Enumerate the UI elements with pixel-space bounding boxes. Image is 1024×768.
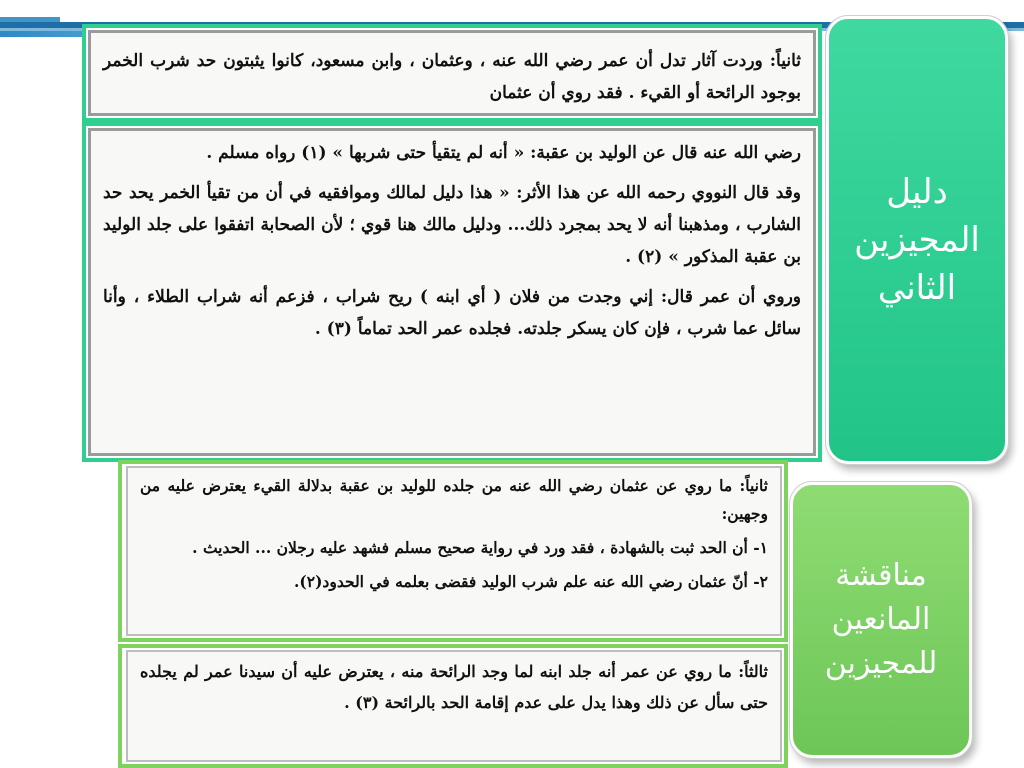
quote-text-1 (88, 30, 816, 116)
quote-text-3 (126, 466, 782, 636)
discussion-line-1: مناقشة (835, 558, 927, 593)
discussion-card (790, 482, 972, 758)
second-evidence-line-2: المجيزين (854, 220, 980, 260)
second-evidence-line-1: دليل (886, 172, 948, 212)
quote-4-text: ثالثاً: ما روي عن عمر أنه جلد ابنه لما وجد الرائحة منه ، يعترض عليه أن سيدنا عمر لم يجلده حتى سأل عن ذلك وهذا يدل على عدم إقامة الحد بالرائحة (٣) . (140, 662, 768, 712)
quote-2-paragraph-3: وروي أن عمر قال: إني وجدت من فلان ( أي ابنه ) ريح شراب ، فزعم أنه شراب الطلاء ، وأنا سائل عما شرب ، فإن كان يسكر جلدته. فجلده عمر الحد تماماً (٣) . (103, 287, 801, 339)
second-evidence-card (826, 16, 1008, 464)
discussion-line-2: المانعين (831, 602, 931, 637)
quote-3-paragraph-3: ٢- أنّ عثمان رضي الله عنه علم شرب الوليد فقضى بعلمه في الحدود(٢). (294, 572, 768, 591)
quote-2-paragraph-1: رضي الله عنه قال عن الوليد بن عقبة: « أنه لم يتقيأ حتى شربها » (١) رواه مسلم . (206, 143, 801, 163)
quote-3-paragraph-1: ثانياً: ما روي عن عثمان رضي الله عنه من جلده للوليد بن عقبة بدلالة القيء يعترض عليه من وجهين: (140, 476, 768, 523)
second-evidence-line-3: الثاني (877, 268, 957, 308)
discussion-line-3: للمجيزين (824, 646, 938, 681)
quote-text-2 (88, 128, 816, 456)
quote-text-4 (126, 650, 782, 762)
quote-1-text: ثانياً: وردت آثار تدل أن عمر رضي الله عنه ، وعثمان ، وابن مسعود، كانوا يثبتون حد شرب الخمر بوجود الرائحة أو القيء . فقد روي أن عثمان (103, 51, 801, 103)
quote-3-paragraph-2: ١- أن الحد ثبت بالشهادة ، فقد ورد في رواية صحيح مسلم فشهد عليه رجلان ... الحديث . (192, 538, 768, 557)
quote-2-paragraph-2: وقد قال النووي رحمه الله عن هذا الأثر: « هذا دليل لمالك وموافقيه في أن من تقيأ الخمر يحد حد الشارب ، ومذهبنا أنه لا يحد بمجرد ذلك... ودليل مالك هنا قوي ؛ لأن الصحابة اتفقوا على جلد الوليد بن عقبة المذكور » (٢) . (103, 183, 801, 267)
